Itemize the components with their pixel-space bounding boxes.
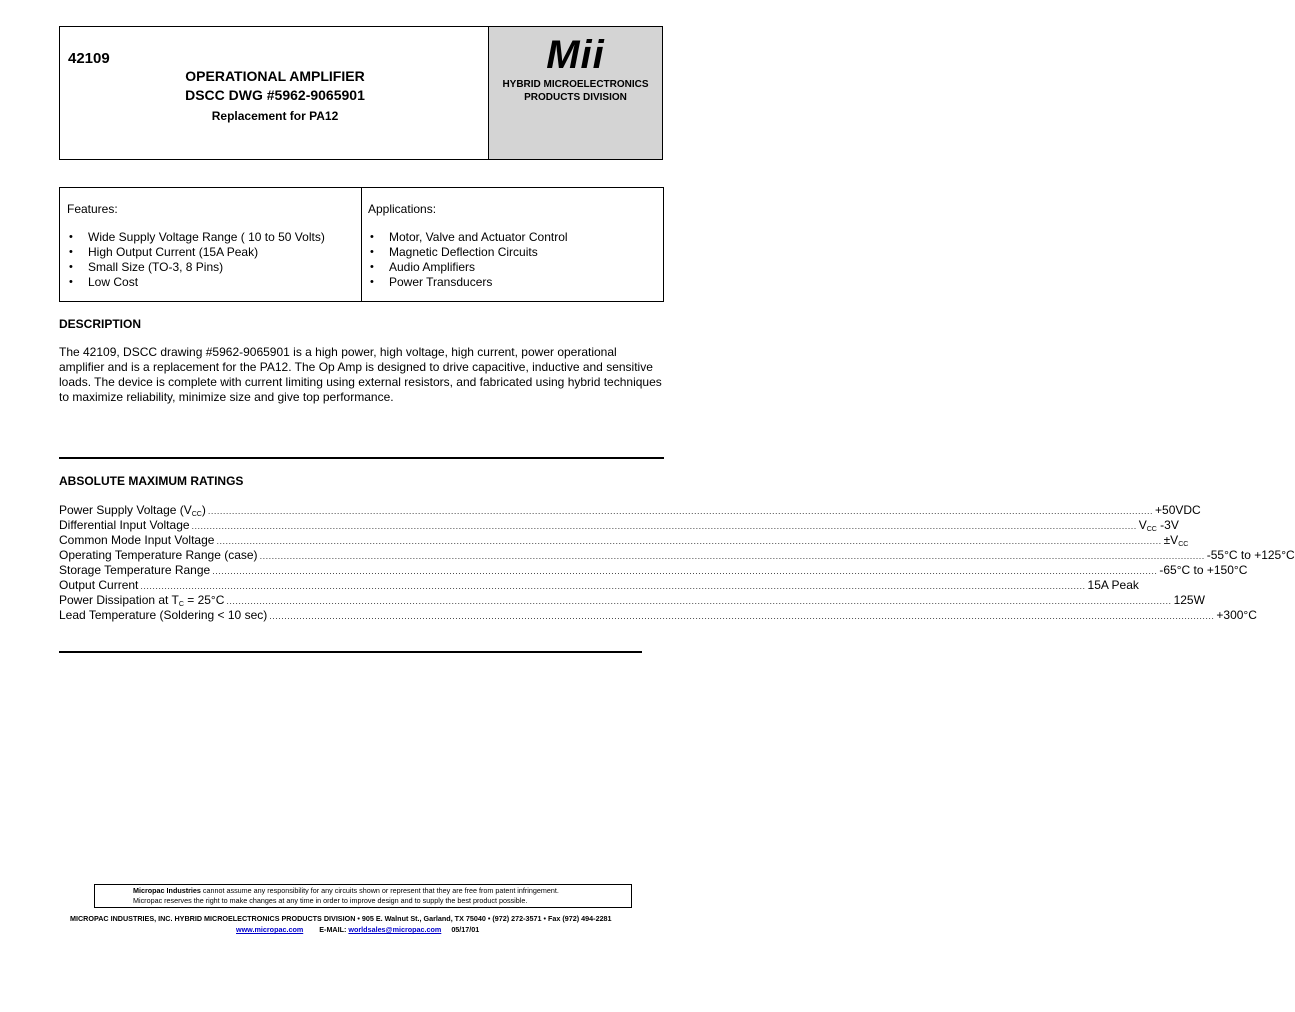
list-item: • High Output Current (15A Peak)	[67, 245, 325, 260]
rating-row	[59, 563, 1248, 578]
divider-rule-top	[59, 457, 664, 459]
logo-panel	[488, 27, 662, 159]
rating-label-tail: )	[201, 503, 206, 517]
rating-row	[59, 578, 1139, 593]
disclaimer-line-1: cannot assume any responsibility for any circuits shown or represent that they are free from patent infringement.	[200, 886, 559, 895]
rating-value	[1159, 563, 1247, 578]
rating-label-text: Differential Input Voltage	[59, 518, 190, 532]
header-box	[59, 26, 663, 160]
applications-heading: Applications:	[368, 202, 437, 216]
email-label: E-MAIL:	[319, 925, 347, 934]
list-item: • Magnetic Deflection Circuits	[368, 245, 568, 260]
rating-label	[59, 578, 138, 593]
divider-rule-bottom	[59, 651, 642, 653]
rating-value-tail: -3V	[1156, 518, 1179, 532]
rating-row	[59, 518, 1179, 533]
rating-label-text: Common Mode Input Voltage	[59, 533, 215, 547]
leader-dots: ...........................................................................................................................................................................................................................................................................................................................	[226, 596, 1172, 606]
website-link[interactable]: www.micropac.com	[236, 925, 304, 934]
rating-label-text: Storage Temperature Range	[59, 563, 211, 577]
rating-label-text: Output Current	[59, 578, 139, 592]
disclaimer-company: Micropac Industries	[133, 886, 201, 895]
subtitle: Replacement for PA12	[211, 109, 339, 123]
features-list	[67, 230, 325, 290]
rating-row	[59, 533, 1189, 548]
leader-dots: ...........................................................................................................................................................................................................................................................................................................................	[207, 506, 1154, 516]
title-line-2: DSCC DWG #5962-9065901	[185, 87, 365, 103]
rating-label-subscript: C	[178, 601, 184, 608]
features-heading: Features:	[67, 202, 118, 216]
rating-label-text: Operating Temperature Range (case)	[59, 548, 258, 562]
rating-label	[59, 563, 210, 578]
title-line-1: OPERATIONAL AMPLIFIER	[185, 68, 365, 84]
part-number: 42109	[68, 50, 110, 67]
rating-label	[59, 548, 258, 563]
disclaimer-line-2: Micropac reserves the right to make changes at any time in order to improve design and to supply the best product possible.	[133, 896, 528, 905]
rating-value	[1207, 548, 1295, 563]
rating-value-text: 15A Peak	[1087, 578, 1139, 592]
rating-value-subscript: CC	[1146, 526, 1157, 533]
disclaimer-box	[94, 884, 632, 908]
applications-list	[368, 230, 568, 290]
rating-value-text: +50VDC	[1155, 503, 1201, 517]
email-link[interactable]: worldsales@micropac.com	[348, 925, 442, 934]
leader-dots: ...........................................................................................................................................................................................................................................................................................................................	[191, 521, 1137, 531]
leader-dots: ...........................................................................................................................................................................................................................................................................................................................	[140, 581, 1086, 591]
rating-label-text: Lead Temperature (Soldering < 10 sec)	[59, 608, 268, 622]
rating-row	[59, 608, 1257, 623]
description-body: The 42109, DSCC drawing #5962-9065901 is a high power, high voltage, high current, power operational amplifier and is a replacement for the PA12. The Op Amp is designed to drive capacitive, inductive and sensitive loads. The device is complete with current limiting using external resistors, and fabricated using hybrid techniques to maximize reliability, minimize size and give top performance.	[59, 345, 662, 404]
rating-value	[1088, 578, 1139, 593]
leader-dots: ...........................................................................................................................................................................................................................................................................................................................	[212, 566, 1158, 576]
rating-value-text: ±V	[1163, 533, 1179, 547]
list-item: • Motor, Valve and Actuator Control	[368, 230, 568, 245]
revision-date: 05/17/01	[451, 925, 480, 934]
rating-value-text: 125W	[1173, 593, 1205, 607]
list-item: • Power Transducers	[368, 275, 568, 290]
rating-label	[59, 518, 190, 533]
column-divider	[361, 188, 362, 301]
leader-dots: ...........................................................................................................................................................................................................................................................................................................................	[269, 611, 1215, 621]
list-item: • Low Cost	[67, 275, 325, 290]
rating-label-text: Power Supply Voltage (V	[59, 503, 192, 517]
features-applications-box	[59, 187, 664, 302]
rating-label	[59, 533, 214, 548]
rating-value-text: -65°C to +150°C	[1159, 563, 1248, 577]
list-item: • Small Size (TO-3, 8 Pins)	[67, 260, 325, 275]
leader-dots: ...........................................................................................................................................................................................................................................................................................................................	[259, 551, 1205, 561]
leader-dots: ...........................................................................................................................................................................................................................................................................................................................	[216, 536, 1162, 546]
rating-row	[59, 593, 1205, 608]
rating-label-subscript: CC	[191, 511, 202, 518]
rating-label	[59, 608, 267, 623]
rating-value	[1174, 593, 1205, 608]
rating-value-text: +300°C	[1216, 608, 1257, 622]
rating-label-text: Power Dissipation at T	[59, 593, 179, 607]
company-address: MICROPAC INDUSTRIES, INC. HYBRID MICROELECTRONICS PRODUCTS DIVISION • 905 E. Walnut St., Garland, TX 75040 • (972) 272-3571 • Fax (972) 494-2281	[70, 914, 612, 923]
ratings-heading: ABSOLUTE MAXIMUM RATINGS	[59, 474, 244, 488]
rating-label-tail: = 25°C	[183, 593, 225, 607]
company-logo: Mii	[546, 33, 605, 77]
rating-value-subscript: CC	[1178, 541, 1189, 548]
description-heading: DESCRIPTION	[59, 317, 142, 331]
rating-row	[59, 548, 1295, 563]
rating-value-text: V	[1138, 518, 1147, 532]
rating-value	[1155, 503, 1201, 518]
contact-line	[236, 925, 479, 934]
rating-row	[59, 503, 1201, 518]
list-item: • Wide Supply Voltage Range ( 10 to 50 Volts)	[67, 230, 325, 245]
rating-value-text: -55°C to +125°C	[1206, 548, 1295, 562]
list-item: • Audio Amplifiers	[368, 260, 568, 275]
division-line-1: HYBRID MICROELECTRONICS	[502, 79, 649, 90]
rating-value	[1216, 608, 1257, 623]
division-line-2: PRODUCTS DIVISION	[524, 92, 627, 103]
